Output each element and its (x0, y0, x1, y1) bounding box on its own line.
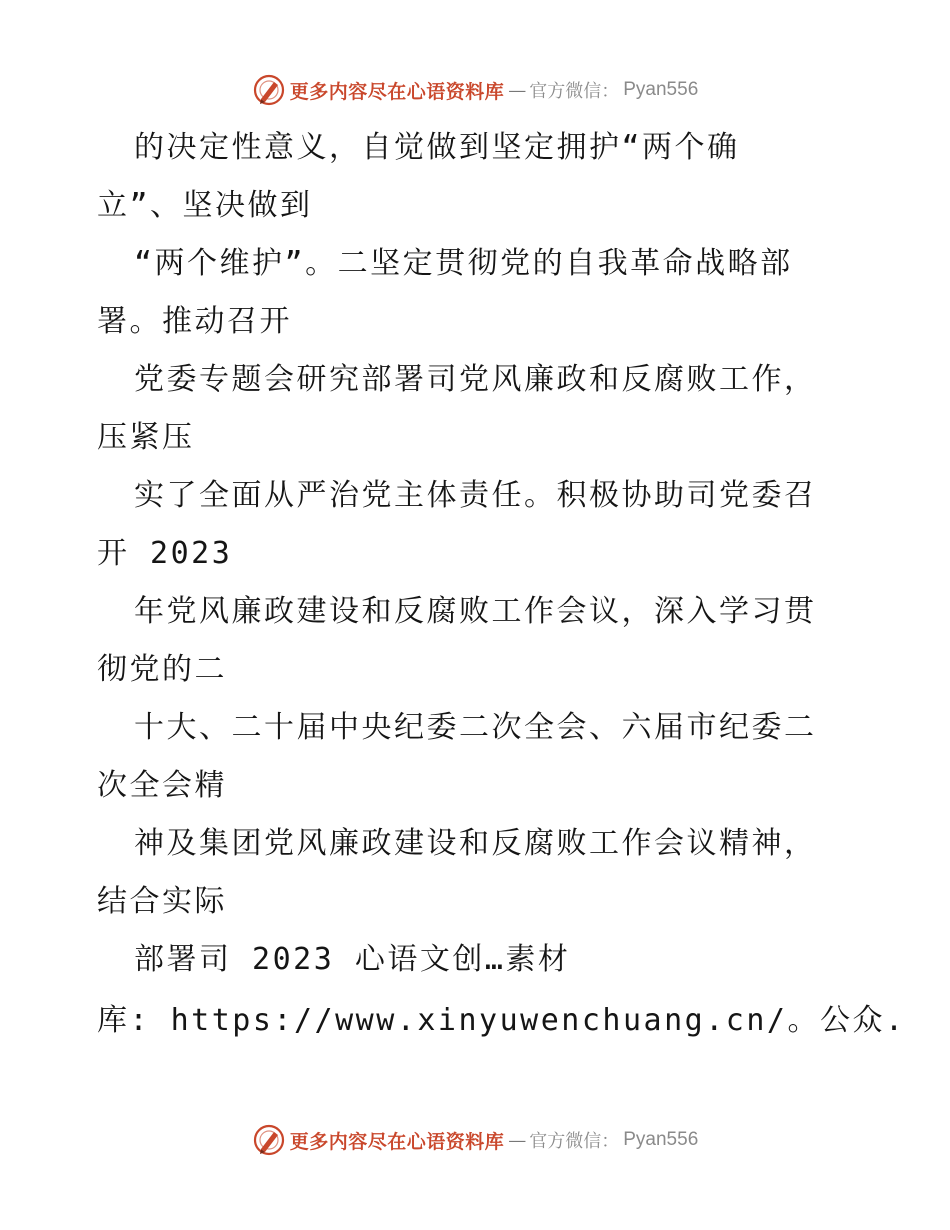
body-line-11: 十大、二十届中央纪委二次全会、六届市纪委二 (134, 710, 817, 745)
body-line-7: 实了全面从严治党主体责任。积极协助司党委召 (134, 478, 817, 513)
body-line-16-url: 库: https://www.xinyuwenchuang.cn/。公众. (97, 1003, 906, 1038)
body-line-5: 党委专题会研究部署司党风廉政和反腐败工作， (134, 362, 817, 397)
header-promo-text: 更多内容尽在心语资料库 (289, 80, 505, 103)
body-line-3: “两个维护”。二坚定贯彻党的自我革命战略部 (134, 246, 793, 281)
footer-official-label: 官方微信： (529, 1131, 620, 1152)
footer-dash: — (508, 1129, 526, 1151)
footer-watermark (0, 1122, 950, 1158)
body-line-15: 部署司 2023 心语文创…素材 (134, 942, 571, 977)
header-dash: — (508, 79, 526, 101)
body-line-8: 开 2023 (97, 536, 233, 571)
header-watermark (0, 72, 950, 108)
body-line-2: 立”、坚决做到 (97, 188, 313, 223)
body-line-14: 结合实际 (97, 884, 227, 919)
body-line-4: 署。推动召开 (97, 304, 292, 339)
body-line-13: 神及集团党风廉政建设和反腐败工作会议精神， (134, 826, 817, 861)
header-official-label: 官方微信： (529, 81, 620, 102)
pen-logo-icon (252, 1123, 286, 1157)
footer-promo-text: 更多内容尽在心语资料库 (289, 1130, 505, 1153)
pen-logo-icon (252, 73, 286, 107)
body-line-12: 次全会精 (97, 768, 227, 803)
body-line-1: 的决定性意义，自觉做到坚定拥护“两个确 (134, 130, 740, 165)
body-line-6: 压紧压 (97, 420, 195, 455)
body-line-10: 彻党的二 (97, 652, 227, 687)
header-wechat-id: Pyan556 (623, 79, 699, 100)
footer-wechat-id: Pyan556 (623, 1129, 699, 1150)
body-line-9: 年党风廉政建设和反腐败工作会议，深入学习贯 (134, 594, 817, 629)
